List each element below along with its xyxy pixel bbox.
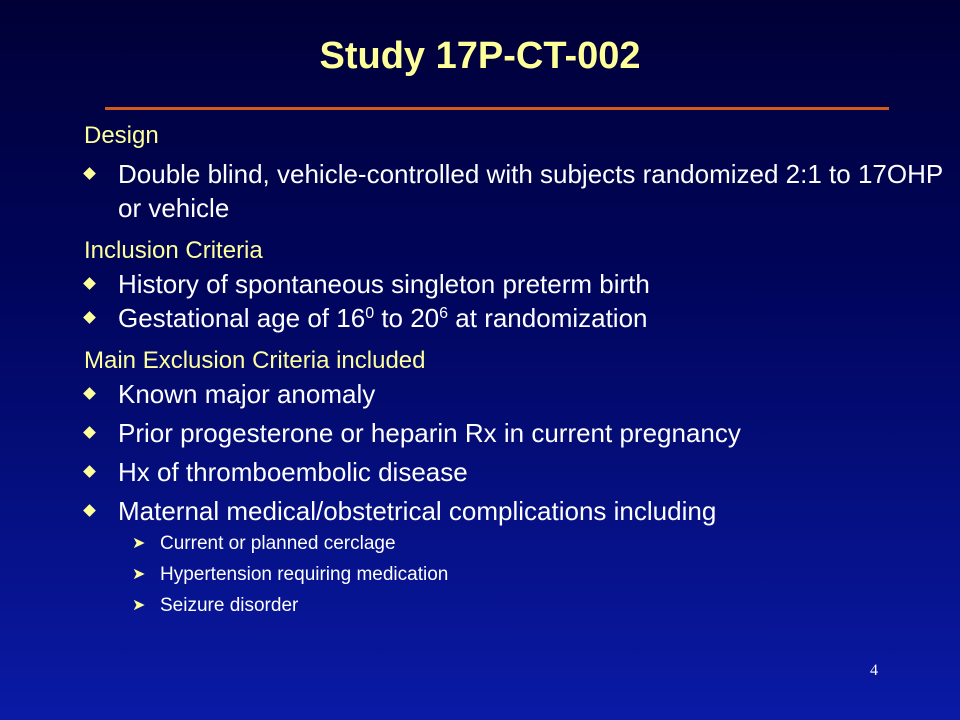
gestational-age-sup-2: 6 [439, 305, 449, 322]
exclusion-item-text: Hx of thromboembolic disease [118, 457, 468, 487]
inclusion-heading: Inclusion Criteria [84, 237, 263, 264]
exclusion-item-text: Prior progesterone or heparin Rx in current pregnancy [118, 418, 741, 448]
gestational-age-sup-1: 0 [365, 305, 375, 322]
exclusion-item-3 [84, 455, 944, 489]
diamond-bullet-icon [83, 167, 96, 180]
exclusion-subitem-2 [84, 559, 944, 590]
inclusion-item-1-text: History of spontaneous singleton preterm birth [118, 269, 650, 299]
arrow-bullet-icon: ➤ [132, 535, 146, 552]
diamond-bullet-icon [83, 426, 96, 439]
diamond-bullet-icon [83, 387, 96, 400]
exclusion-item-4 [84, 494, 944, 528]
slide-title: Study 17P-CT-002 [319, 35, 641, 77]
arrow-bullet-icon: ➤ [132, 597, 146, 614]
exclusion-item-1 [84, 377, 944, 411]
subitem-text: Hypertension requiring medication [160, 564, 449, 585]
gestational-age-mid: to 20 [374, 303, 440, 333]
exclusion-item-2 [84, 416, 944, 450]
diamond-bullet-icon [83, 465, 96, 478]
exclusion-item-text: Maternal medical/obstetrical complications including [118, 496, 717, 526]
gestational-age-prefix: Gestational age of 16 [118, 303, 366, 333]
slide-content [84, 120, 944, 621]
exclusion-subitem-1 [84, 528, 944, 559]
exclusion-item-text: Known major anomaly [118, 379, 376, 409]
title-divider [105, 107, 889, 110]
design-item-text: Double blind, vehicle-controlled with subjects randomized 2:1 to 17OHP or vehicle [118, 159, 943, 223]
page-number: 4 [870, 662, 878, 679]
subitem-text: Seizure disorder [160, 595, 299, 616]
inclusion-item-2 [84, 301, 944, 335]
exclusion-subitem-3 [84, 590, 944, 621]
design-heading: Design [84, 122, 159, 149]
design-item [84, 157, 944, 225]
exclusion-heading: Main Exclusion Criteria included [84, 347, 426, 374]
diamond-bullet-icon [83, 277, 96, 290]
diamond-bullet-icon [83, 311, 96, 324]
arrow-bullet-icon: ➤ [132, 566, 146, 583]
gestational-age-suffix: at randomization [448, 303, 648, 333]
inclusion-item-1 [84, 267, 944, 301]
subitem-text: Current or planned cerclage [160, 533, 396, 554]
diamond-bullet-icon [83, 504, 96, 517]
